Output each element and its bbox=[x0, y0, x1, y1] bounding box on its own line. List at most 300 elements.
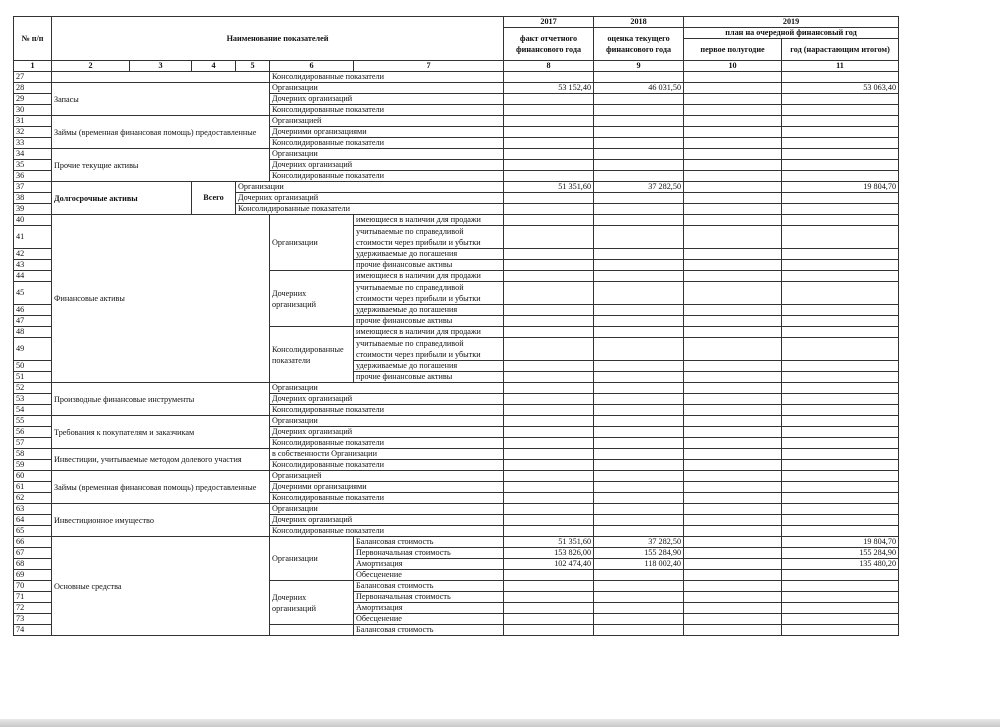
value-cell-v9 bbox=[594, 460, 684, 471]
value-cell-v8: 102 474,40 bbox=[504, 559, 594, 570]
value-cell-v11 bbox=[782, 581, 899, 592]
value-cell-v9 bbox=[594, 372, 684, 383]
value-cell-v10 bbox=[684, 160, 782, 171]
value-cell-v8 bbox=[504, 204, 594, 215]
table-row bbox=[14, 471, 899, 482]
row-number: 67 bbox=[14, 548, 52, 559]
table-body bbox=[14, 72, 899, 636]
value-cell-v10 bbox=[684, 105, 782, 116]
row-number: 58 bbox=[14, 449, 52, 460]
value-cell-v8 bbox=[504, 249, 594, 260]
value-cell-v8 bbox=[504, 138, 594, 149]
group-label: Запасы bbox=[52, 83, 270, 116]
value-cell-v8 bbox=[504, 449, 594, 460]
row-number: 52 bbox=[14, 383, 52, 394]
value-cell-v11 bbox=[782, 482, 899, 493]
col-num-header: № п/п bbox=[14, 17, 52, 61]
row-number: 59 bbox=[14, 460, 52, 471]
value-cell-v10 bbox=[684, 614, 782, 625]
indicator-label: Организацией bbox=[270, 471, 504, 482]
value-cell-v11 bbox=[782, 105, 899, 116]
idx-11: 11 bbox=[782, 61, 899, 72]
value-cell-v11 bbox=[782, 72, 899, 83]
idx-6: 6 bbox=[270, 61, 354, 72]
row-number: 46 bbox=[14, 305, 52, 316]
row-number: 72 bbox=[14, 603, 52, 614]
idx-2: 2 bbox=[52, 61, 130, 72]
row-number: 63 bbox=[14, 504, 52, 515]
value-cell-v11 bbox=[782, 504, 899, 515]
value-cell-v8 bbox=[504, 226, 594, 249]
row-number: 66 bbox=[14, 537, 52, 548]
indicator-label: Обесценение bbox=[354, 570, 504, 581]
indicator-label: Консолидированные показатели bbox=[270, 72, 504, 83]
year-2018: 2018 bbox=[594, 17, 684, 28]
value-cell-v8 bbox=[504, 372, 594, 383]
header-row-index bbox=[14, 61, 899, 72]
value-cell-v10 bbox=[684, 493, 782, 504]
row-number: 42 bbox=[14, 249, 52, 260]
group-label: Финансовые активы bbox=[52, 215, 270, 383]
value-cell-v10 bbox=[684, 361, 782, 372]
value-cell-v10 bbox=[684, 338, 782, 361]
value-cell-v8 bbox=[504, 193, 594, 204]
value-cell-v9 bbox=[594, 138, 684, 149]
row-number: 54 bbox=[14, 405, 52, 416]
value-cell-v11 bbox=[782, 460, 899, 471]
value-cell-v11: 155 284,90 bbox=[782, 548, 899, 559]
value-cell-v8 bbox=[504, 581, 594, 592]
row-number: 44 bbox=[14, 271, 52, 282]
value-cell-v11 bbox=[782, 116, 899, 127]
indicator-label: Балансовая стоимость bbox=[354, 625, 504, 636]
value-cell-v11 bbox=[782, 149, 899, 160]
indicator-label: имеющиеся в наличии для продажи bbox=[354, 215, 504, 226]
value-cell-v11 bbox=[782, 438, 899, 449]
total-label: Всего bbox=[192, 182, 236, 215]
value-cell-v10 bbox=[684, 305, 782, 316]
row-number: 27 bbox=[14, 72, 52, 83]
table-row bbox=[14, 504, 899, 515]
indicator-label: Дочерних организаций bbox=[270, 427, 504, 438]
first-half-header: первое полугодие bbox=[684, 39, 782, 61]
value-cell-v9 bbox=[594, 260, 684, 271]
indicator-label: прочие финансовые активы bbox=[354, 260, 504, 271]
value-cell-v10 bbox=[684, 193, 782, 204]
value-cell-v11 bbox=[782, 226, 899, 249]
value-cell-v10 bbox=[684, 460, 782, 471]
value-cell-v8 bbox=[504, 460, 594, 471]
table-row bbox=[14, 416, 899, 427]
subgroup-label: Дочерних организаций bbox=[270, 581, 354, 625]
row-number: 64 bbox=[14, 515, 52, 526]
value-cell-v9: 118 002,40 bbox=[594, 559, 684, 570]
value-cell-v8 bbox=[504, 316, 594, 327]
indicator-label: Консолидированные показатели bbox=[270, 105, 504, 116]
value-cell-v9 bbox=[594, 427, 684, 438]
value-cell-v9 bbox=[594, 160, 684, 171]
indicator-label: Первоначальная стоимость bbox=[354, 592, 504, 603]
value-cell-v11 bbox=[782, 471, 899, 482]
value-cell-v9 bbox=[594, 105, 684, 116]
value-cell-v10 bbox=[684, 482, 782, 493]
value-cell-v8 bbox=[504, 116, 594, 127]
value-cell-v10 bbox=[684, 249, 782, 260]
value-cell-v9 bbox=[594, 72, 684, 83]
value-cell-v8: 51 351,60 bbox=[504, 182, 594, 193]
value-cell-v11: 135 480,20 bbox=[782, 559, 899, 570]
row-number: 70 bbox=[14, 581, 52, 592]
idx-9: 9 bbox=[594, 61, 684, 72]
indicator-label: Дочерними организациями bbox=[270, 127, 504, 138]
value-cell-v10 bbox=[684, 327, 782, 338]
value-cell-v11 bbox=[782, 260, 899, 271]
value-cell-v9 bbox=[594, 449, 684, 460]
value-cell-v10 bbox=[684, 94, 782, 105]
value-cell-v11 bbox=[782, 171, 899, 182]
col-name-header: Наименование показателей bbox=[52, 17, 504, 61]
value-cell-v10 bbox=[684, 471, 782, 482]
value-cell-v11 bbox=[782, 449, 899, 460]
table-row bbox=[14, 215, 899, 226]
value-cell-v8 bbox=[504, 282, 594, 305]
value-cell-v11 bbox=[782, 271, 899, 282]
value-cell-v9 bbox=[594, 171, 684, 182]
value-cell-v9 bbox=[594, 614, 684, 625]
idx-7: 7 bbox=[354, 61, 504, 72]
value-cell-v9 bbox=[594, 149, 684, 160]
indicator-label: Дочерних организаций bbox=[236, 193, 504, 204]
value-cell-v8 bbox=[504, 471, 594, 482]
value-cell-v10 bbox=[684, 504, 782, 515]
idx-3: 3 bbox=[130, 61, 192, 72]
value-cell-v8 bbox=[504, 625, 594, 636]
value-cell-v10 bbox=[684, 416, 782, 427]
value-cell-v9 bbox=[594, 116, 684, 127]
value-cell-v8 bbox=[504, 394, 594, 405]
value-cell-v10 bbox=[684, 215, 782, 226]
value-cell-v10 bbox=[684, 526, 782, 537]
group-label-empty bbox=[52, 72, 270, 83]
row-number: 61 bbox=[14, 482, 52, 493]
idx-1: 1 bbox=[14, 61, 52, 72]
value-cell-v11 bbox=[782, 204, 899, 215]
value-cell-v8 bbox=[504, 614, 594, 625]
value-cell-v9 bbox=[594, 526, 684, 537]
value-cell-v9 bbox=[594, 592, 684, 603]
fact-header: факт отчетного финансового года bbox=[504, 28, 594, 61]
table-row bbox=[14, 149, 899, 160]
value-cell-v11 bbox=[782, 316, 899, 327]
value-cell-v9 bbox=[594, 515, 684, 526]
value-cell-v10 bbox=[684, 127, 782, 138]
group-label: Займы (временная финансовая помощь) предоставленные bbox=[52, 116, 270, 149]
row-number: 34 bbox=[14, 149, 52, 160]
value-cell-v9 bbox=[594, 405, 684, 416]
value-cell-v8: 51 351,60 bbox=[504, 537, 594, 548]
indicator-label: удерживаемые до погашения bbox=[354, 305, 504, 316]
value-cell-v11 bbox=[782, 193, 899, 204]
indicator-label: Балансовая стоимость bbox=[354, 537, 504, 548]
value-cell-v9 bbox=[594, 394, 684, 405]
value-cell-v9 bbox=[594, 482, 684, 493]
value-cell-v11 bbox=[782, 215, 899, 226]
value-cell-v8 bbox=[504, 171, 594, 182]
indicator-label: Обесценение bbox=[354, 614, 504, 625]
row-number: 43 bbox=[14, 260, 52, 271]
row-number: 29 bbox=[14, 94, 52, 105]
value-cell-v9 bbox=[594, 249, 684, 260]
subgroup-label: Организации bbox=[270, 215, 354, 271]
value-cell-v11: 53 063,40 bbox=[782, 83, 899, 94]
indicator-label: Амортизация bbox=[354, 603, 504, 614]
value-cell-v11 bbox=[782, 603, 899, 614]
indicator-label: Консолидированные показатели bbox=[270, 493, 504, 504]
group-label: Требования к покупателям и заказчикам bbox=[52, 416, 270, 449]
value-cell-v10 bbox=[684, 592, 782, 603]
value-cell-v8 bbox=[504, 149, 594, 160]
row-number: 65 bbox=[14, 526, 52, 537]
indicator-label: Организации bbox=[270, 416, 504, 427]
value-cell-v10 bbox=[684, 282, 782, 305]
row-number: 69 bbox=[14, 570, 52, 581]
value-cell-v10 bbox=[684, 83, 782, 94]
value-cell-v8 bbox=[504, 438, 594, 449]
indicator-label: учитываемые по справедливой стоимости через прибыли и убытки bbox=[354, 338, 504, 361]
indicator-label: в собственности Организации bbox=[270, 449, 504, 460]
value-cell-v9 bbox=[594, 215, 684, 226]
value-cell-v9: 155 284,90 bbox=[594, 548, 684, 559]
indicator-label: Организации bbox=[236, 182, 504, 193]
indicator-label: Организации bbox=[270, 83, 504, 94]
row-number: 68 bbox=[14, 559, 52, 570]
value-cell-v8 bbox=[504, 94, 594, 105]
value-cell-v10 bbox=[684, 72, 782, 83]
value-cell-v10 bbox=[684, 449, 782, 460]
value-cell-v8 bbox=[504, 416, 594, 427]
row-number: 30 bbox=[14, 105, 52, 116]
indicator-label: Консолидированные показатели bbox=[270, 405, 504, 416]
value-cell-v9 bbox=[594, 581, 684, 592]
row-number: 40 bbox=[14, 215, 52, 226]
row-number: 55 bbox=[14, 416, 52, 427]
value-cell-v10 bbox=[684, 316, 782, 327]
value-cell-v8 bbox=[504, 504, 594, 515]
value-cell-v9 bbox=[594, 493, 684, 504]
row-number: 74 bbox=[14, 625, 52, 636]
value-cell-v8: 53 152,40 bbox=[504, 83, 594, 94]
subgroup-label: Консолидированные показатели bbox=[270, 327, 354, 383]
indicator-label: прочие финансовые активы bbox=[354, 372, 504, 383]
row-number: 33 bbox=[14, 138, 52, 149]
value-cell-v11 bbox=[782, 305, 899, 316]
indicator-label: Организацией bbox=[270, 116, 504, 127]
value-cell-v10 bbox=[684, 260, 782, 271]
value-cell-v11 bbox=[782, 249, 899, 260]
row-number: 57 bbox=[14, 438, 52, 449]
row-number: 62 bbox=[14, 493, 52, 504]
subgroup-label: Дочерних организаций bbox=[270, 271, 354, 327]
indicator-label: Консолидированные показатели bbox=[270, 171, 504, 182]
indicator-label: Консолидированные показатели bbox=[270, 138, 504, 149]
group-label: Основные средства bbox=[52, 537, 270, 636]
value-cell-v11 bbox=[782, 592, 899, 603]
indicator-label: Дочерних организаций bbox=[270, 515, 504, 526]
indicator-label: Балансовая стоимость bbox=[354, 581, 504, 592]
subgroup-label bbox=[270, 625, 354, 636]
value-cell-v8 bbox=[504, 603, 594, 614]
value-cell-v10 bbox=[684, 405, 782, 416]
value-cell-v11 bbox=[782, 570, 899, 581]
value-cell-v8: 153 826,00 bbox=[504, 548, 594, 559]
value-cell-v8 bbox=[504, 515, 594, 526]
subgroup-label: Организации bbox=[270, 537, 354, 581]
value-cell-v8 bbox=[504, 260, 594, 271]
table-row bbox=[14, 72, 899, 83]
value-cell-v11 bbox=[782, 160, 899, 171]
value-cell-v9 bbox=[594, 504, 684, 515]
value-cell-v8 bbox=[504, 160, 594, 171]
value-cell-v8 bbox=[504, 361, 594, 372]
value-cell-v8 bbox=[504, 215, 594, 226]
value-cell-v11: 19 804,70 bbox=[782, 182, 899, 193]
estimate-header: оценка текущего финансового года bbox=[594, 28, 684, 61]
row-number: 47 bbox=[14, 316, 52, 327]
value-cell-v11 bbox=[782, 127, 899, 138]
value-cell-v11 bbox=[782, 338, 899, 361]
row-number: 37 bbox=[14, 182, 52, 193]
header-row-years bbox=[14, 17, 899, 28]
row-number: 56 bbox=[14, 427, 52, 438]
value-cell-v9 bbox=[594, 204, 684, 215]
indicator-label: Первоначальная стоимость bbox=[354, 548, 504, 559]
indicator-label: Амортизация bbox=[354, 559, 504, 570]
row-number: 36 bbox=[14, 171, 52, 182]
scan-edge bbox=[0, 719, 1000, 727]
value-cell-v11 bbox=[782, 138, 899, 149]
idx-10: 10 bbox=[684, 61, 782, 72]
row-number: 49 bbox=[14, 338, 52, 361]
row-number: 28 bbox=[14, 83, 52, 94]
indicator-label: удерживаемые до погашения bbox=[354, 249, 504, 260]
row-number: 39 bbox=[14, 204, 52, 215]
value-cell-v8 bbox=[504, 327, 594, 338]
indicator-label: Дочерних организаций bbox=[270, 394, 504, 405]
value-cell-v9 bbox=[594, 338, 684, 361]
value-cell-v10 bbox=[684, 372, 782, 383]
value-cell-v8 bbox=[504, 493, 594, 504]
value-cell-v10 bbox=[684, 559, 782, 570]
indicator-label: учитываемые по справедливой стоимости через прибыли и убытки bbox=[354, 226, 504, 249]
row-number: 51 bbox=[14, 372, 52, 383]
value-cell-v9 bbox=[594, 226, 684, 249]
value-cell-v10 bbox=[684, 427, 782, 438]
table-row bbox=[14, 182, 899, 193]
table-row bbox=[14, 83, 899, 94]
value-cell-v10 bbox=[684, 394, 782, 405]
indicator-label: Организации bbox=[270, 383, 504, 394]
row-number: 50 bbox=[14, 361, 52, 372]
value-cell-v9: 46 031,50 bbox=[594, 83, 684, 94]
indicator-label: прочие финансовые активы bbox=[354, 316, 504, 327]
value-cell-v8 bbox=[504, 338, 594, 361]
indicator-label: Дочерних организаций bbox=[270, 160, 504, 171]
row-number: 41 bbox=[14, 226, 52, 249]
value-cell-v10 bbox=[684, 271, 782, 282]
value-cell-v9 bbox=[594, 438, 684, 449]
value-cell-v9 bbox=[594, 316, 684, 327]
value-cell-v8 bbox=[504, 72, 594, 83]
idx-8: 8 bbox=[504, 61, 594, 72]
row-number: 73 bbox=[14, 614, 52, 625]
value-cell-v8 bbox=[504, 271, 594, 282]
value-cell-v11 bbox=[782, 327, 899, 338]
value-cell-v8 bbox=[504, 405, 594, 416]
row-number: 45 bbox=[14, 282, 52, 305]
year-2017: 2017 bbox=[504, 17, 594, 28]
group-label: Займы (временная финансовая помощь) предоставленные bbox=[52, 471, 270, 504]
value-cell-v9 bbox=[594, 625, 684, 636]
value-cell-v9 bbox=[594, 570, 684, 581]
value-cell-v11 bbox=[782, 515, 899, 526]
group-label: Прочие текущие активы bbox=[52, 149, 270, 182]
value-cell-v11 bbox=[782, 94, 899, 105]
value-cell-v9 bbox=[594, 94, 684, 105]
value-cell-v9: 37 282,50 bbox=[594, 182, 684, 193]
indicator-label: Организации bbox=[270, 149, 504, 160]
value-cell-v9 bbox=[594, 471, 684, 482]
value-cell-v9 bbox=[594, 383, 684, 394]
indicator-label: учитываемые по справедливой стоимости через прибыли и убытки bbox=[354, 282, 504, 305]
value-cell-v11 bbox=[782, 282, 899, 305]
value-cell-v9 bbox=[594, 282, 684, 305]
group-label: Долгосрочные активы bbox=[52, 182, 192, 215]
row-number: 38 bbox=[14, 193, 52, 204]
value-cell-v11 bbox=[782, 614, 899, 625]
table-row bbox=[14, 116, 899, 127]
year-total-header: год (нарастающим итогом) bbox=[782, 39, 899, 61]
value-cell-v10 bbox=[684, 138, 782, 149]
group-label: Производные финансовые инструменты bbox=[52, 383, 270, 416]
value-cell-v10 bbox=[684, 383, 782, 394]
row-number: 31 bbox=[14, 116, 52, 127]
indicator-label: Консолидированные показатели bbox=[270, 438, 504, 449]
value-cell-v9 bbox=[594, 193, 684, 204]
value-cell-v11 bbox=[782, 361, 899, 372]
value-cell-v11 bbox=[782, 625, 899, 636]
value-cell-v10 bbox=[684, 625, 782, 636]
row-number: 60 bbox=[14, 471, 52, 482]
value-cell-v11 bbox=[782, 372, 899, 383]
value-cell-v10 bbox=[684, 438, 782, 449]
value-cell-v11 bbox=[782, 427, 899, 438]
table-row bbox=[14, 383, 899, 394]
value-cell-v10 bbox=[684, 171, 782, 182]
row-number: 71 bbox=[14, 592, 52, 603]
value-cell-v8 bbox=[504, 383, 594, 394]
group-label: Инвестиции, учитываемые методом долевого участия bbox=[52, 449, 270, 471]
idx-4: 4 bbox=[192, 61, 236, 72]
value-cell-v10 bbox=[684, 515, 782, 526]
value-cell-v9 bbox=[594, 603, 684, 614]
value-cell-v11 bbox=[782, 526, 899, 537]
value-cell-v11 bbox=[782, 416, 899, 427]
value-cell-v11 bbox=[782, 383, 899, 394]
value-cell-v8 bbox=[504, 427, 594, 438]
value-cell-v10 bbox=[684, 603, 782, 614]
plan-header: план на очередной финансовый год bbox=[684, 28, 899, 39]
value-cell-v10 bbox=[684, 537, 782, 548]
